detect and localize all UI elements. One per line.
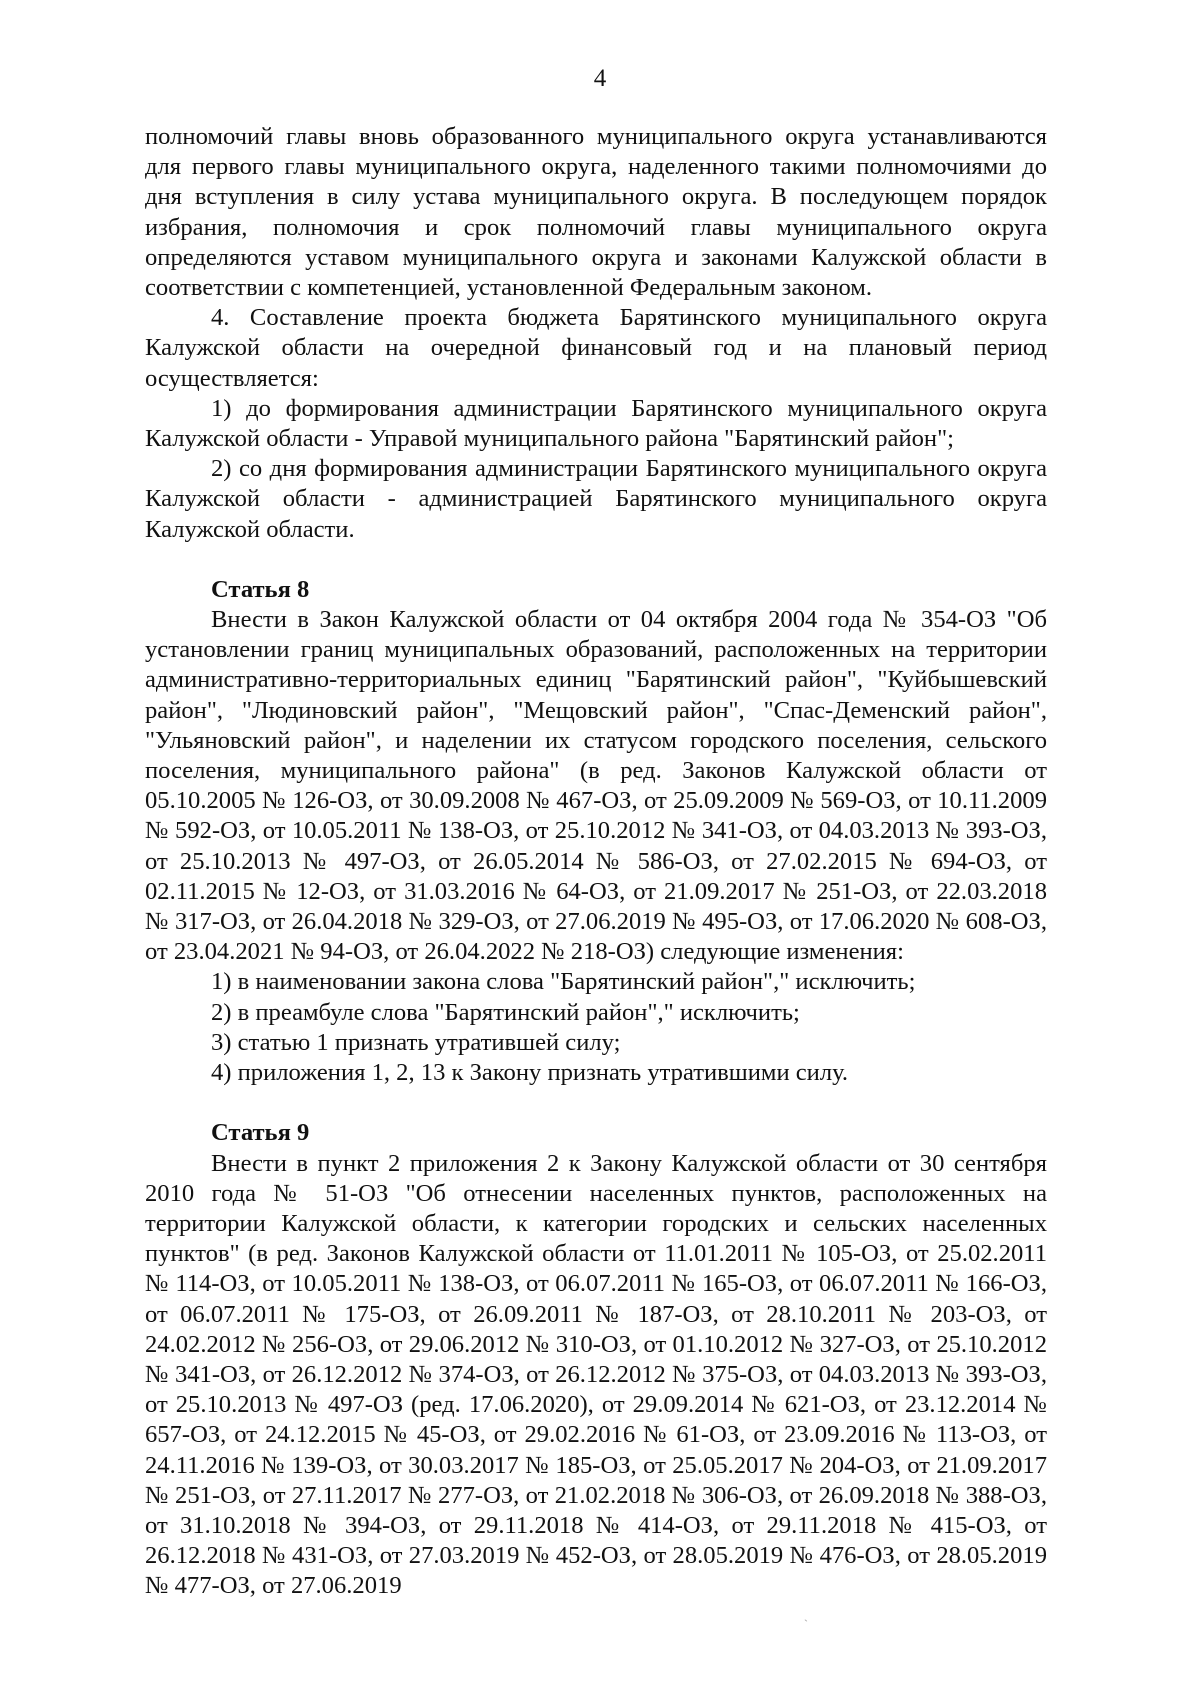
article-8-item-1: 1) в наименовании закона слова "Барятинский район"," исключить; <box>211 968 916 996</box>
page-number: 4 <box>593 65 607 92</box>
article-8-item-2: 2) в преамбуле слова "Барятинский район"," исключить; <box>211 998 800 1026</box>
scan-artifact: ˎ <box>804 1608 808 1622</box>
document-body <box>145 122 1047 1602</box>
article-8-item-3: 3) статью 1 признать утратившей силу; <box>211 1028 621 1056</box>
paragraph-budget-item-1: 1) до формирования администрации Барятинского муниципального округа Калужской области - Управой муниципального района "Барятинский район"; <box>145 394 1047 453</box>
spacer <box>145 545 1047 575</box>
paragraph-continuation: полномочий главы вновь образованного муниципального округа устанавливаются для первого главы муниципального округа, наделенного такими полномочиями до дня вступления в силу устава муниципального округа. В последующем порядок избрания, полномочия и срок полномочий главы муниципального округа определяются уставом муниципального округа и законами Калужской области в соответствии с компетенцией, установленной Федеральным законом. <box>145 123 1047 302</box>
article-8-item-4: 4) приложения 1, 2, 13 к Закону признать утратившими силу. <box>211 1059 849 1087</box>
article-9-heading: Статья 9 <box>211 1119 310 1147</box>
paragraph-budget-item-2: 2) со дня формирования администрации Барятинского муниципального округа Калужской области - администрацией Барятинского муниципального округа Калужской области. <box>145 455 1047 543</box>
paragraph-budget: 4. Составление проекта бюджета Барятинского муниципального округа Калужской области на очередной финансовый год и на плановый период осуществляется: <box>145 304 1047 392</box>
article-8-heading: Статья 8 <box>211 575 310 603</box>
article-9-body: Внести в пункт 2 приложения 2 к Закону Калужской области от 30 сентября 2010 года № 51-ОЗ "Об отнесении населенных пунктов, расположенных на территории Калужской области, к категории городских и сельских населенных пунктов" (в ред. Законов Калужской области от 11.01.2011 № 105-ОЗ, от 25.02.2011 № 114-ОЗ, от 10.05.2011 № 138-ОЗ, от 06.07.2011 № 165-ОЗ, от 06.07.2011 № 166-ОЗ, от 06.07.2011 № 175-ОЗ, от 26.09.2011 № 187-ОЗ, от 28.10.2011 № 203-ОЗ, от 24.02.2012 № 256-ОЗ, от 29.06.2012 № 310-ОЗ, от 01.10.2012 № 327-ОЗ, от 25.10.2012 № 341-ОЗ, от 26.12.2012 № 374-ОЗ, от 26.12.2012 № 375-ОЗ, от 04.03.2013 № 393-ОЗ, от 25.10.2013 № 497-ОЗ (ред. 17.06.2020), от 29.09.2014 № 621-ОЗ, от 23.12.2014 № 657-ОЗ, от 24.12.2015 № 45-ОЗ, от 29.02.2016 № 61-ОЗ, от 23.09.2016 № 113-ОЗ, от 24.11.2016 № 139-ОЗ, от 30.03.2017 № 185-ОЗ, от 25.05.2017 № 204-ОЗ, от 21.09.2017 № 251-ОЗ, от 27.11.2017 № 277-ОЗ, от 21.02.2018 № 306-ОЗ, от 26.09.2018 № 388-ОЗ, от 31.10.2018 № 394-ОЗ, от 29.11.2018 № 414-ОЗ, от 29.11.2018 № 415-ОЗ, от 26.12.2018 № 431-ОЗ, от 27.03.2019 № 452-ОЗ, от 28.05.2019 № 476-ОЗ, от 28.05.2019 № 477-ОЗ, от 27.06.2019 <box>145 1149 1047 1600</box>
spacer <box>145 1088 1047 1118</box>
article-8-body: Внести в Закон Калужской области от 04 октября 2004 года № 354-ОЗ "Об установлении границ муниципальных образований, расположенных на территории административно-территориальных единиц "Барятинский район", "Куйбышевский район", "Людиновский район", "Мещовский район", "Спас-Деменский район", "Ульяновский район", и наделении их статусом городского поселения, сельского поселения, муниципального района" (в ред. Законов Калужской области от 05.10.2005 № 126-ОЗ, от 30.09.2008 № 467-ОЗ, от 25.09.2009 № 569-ОЗ, от 10.11.2009 № 592-ОЗ, от 10.05.2011 № 138-ОЗ, от 25.10.2012 № 341-ОЗ, от 04.03.2013 № 393-ОЗ, от 25.10.2013 № 497-ОЗ, от 26.05.2014 № 586-ОЗ, от 27.02.2015 № 694-ОЗ, от 02.11.2015 № 12-ОЗ, от 31.03.2016 № 64-ОЗ, от 21.09.2017 № 251-ОЗ, от 22.03.2018 № 317-ОЗ, от 26.04.2018 № 329-ОЗ, от 27.06.2019 № 495-ОЗ, от 17.06.2020 № 608-ОЗ, от 23.04.2021 № 94-ОЗ, от 26.04.2022 № 218-ОЗ) следующие изменения: <box>145 606 1047 966</box>
